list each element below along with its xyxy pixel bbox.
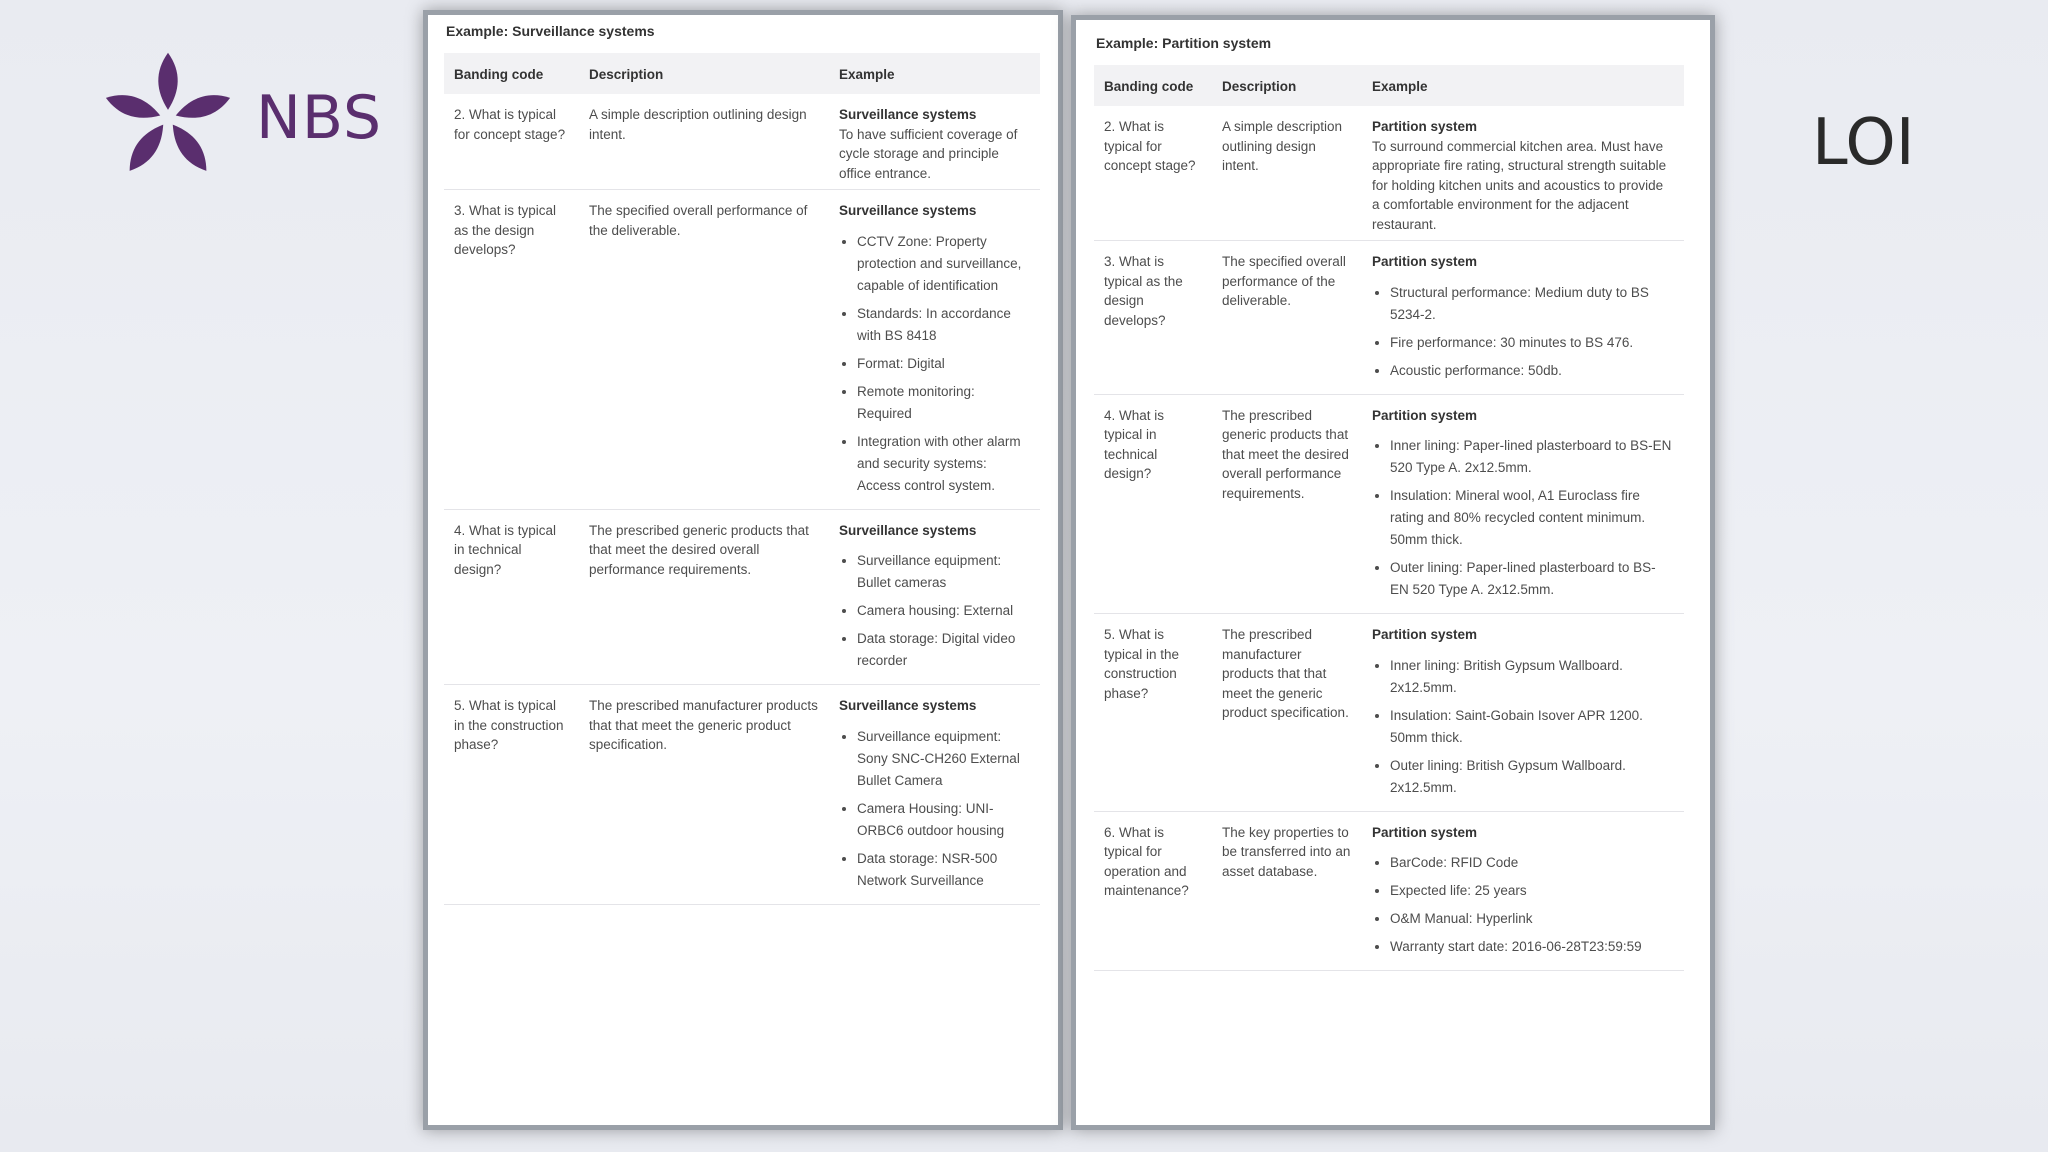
header-description: Description [1212, 65, 1362, 106]
table-row [1094, 241, 1684, 395]
example-title: Surveillance systems [839, 107, 977, 122]
example-bullet: • Fire performance: 30 minutes to BS 476. [1390, 332, 1674, 354]
table-row [444, 190, 1040, 510]
table-row [444, 685, 1040, 905]
example-bullet: • Data storage: Digital video recorder [857, 628, 1030, 672]
example-cell [1362, 394, 1684, 614]
example-cell [829, 509, 1040, 685]
description-cell: The key properties to be transferred into an asset database. [1212, 811, 1362, 971]
table-row [444, 509, 1040, 685]
banding-code-cell: 4. What is typical in technical design? [444, 509, 579, 685]
header-example: Example [829, 53, 1040, 94]
description-cell: The specified overall performance of the deliverable. [1212, 241, 1362, 395]
partition-document [1071, 15, 1715, 1130]
header-banding-code: Banding code [444, 53, 579, 94]
example-title: Partition system [1372, 824, 1478, 840]
example-bullet: • Warranty start date: 2016-06-28T23:59:59 [1390, 936, 1674, 958]
example-bullet: • Integration with other alarm and security systems: Access control system. [857, 431, 1030, 497]
example-cell [829, 685, 1040, 905]
example-bullet: • Surveillance equipment: Sony SNC-CH260 External Bullet Camera [857, 726, 1030, 792]
description-cell: The prescribed generic products that that meet the desired overall performance requirements. [1212, 394, 1362, 614]
example-text: To have sufficient coverage of cycle storage and principle office entrance. [839, 126, 1018, 181]
table-row [1094, 811, 1684, 971]
example-bullet: • Camera housing: External [857, 600, 1030, 622]
description-cell: The prescribed manufacturer products that that meet the generic product specification. [579, 685, 829, 905]
example-bullet-list [1372, 852, 1674, 958]
description-cell: The specified overall performance of the deliverable. [579, 190, 829, 510]
example-bullet: • Data storage: NSR-500 Network Surveillance [857, 848, 1030, 892]
example-title: Partition system [1372, 407, 1478, 423]
banding-code-cell: 5. What is typical in the construction phase? [1094, 614, 1212, 812]
example-title: Surveillance systems [839, 203, 977, 218]
example-title: Surveillance systems [839, 522, 977, 538]
example-text: To surround commercial kitchen area. Must have appropriate fire rating, structural strength suitable for holding kitchen units and acoustics to provide a comfortable environment for the adjacent restaurant. [1372, 138, 1667, 232]
example-cell [1362, 811, 1684, 971]
banding-table [1094, 65, 1684, 971]
example-bullet: • BarCode: RFID Code [1390, 852, 1674, 874]
nbs-star-icon [100, 50, 236, 186]
header-description: Description [579, 53, 829, 94]
example-bullet: • Inner lining: British Gypsum Wallboard. 2x12.5mm. [1390, 655, 1674, 699]
example-bullet-list [1372, 282, 1674, 382]
example-bullet: • Standards: In accordance with BS 8418 [857, 303, 1030, 347]
header-example: Example [1362, 65, 1684, 106]
table-header-row [444, 53, 1040, 94]
table-row [1094, 394, 1684, 614]
description-cell: The prescribed manufacturer products that that meet the generic product specification. [1212, 614, 1362, 812]
header-banding-code: Banding code [1094, 65, 1212, 106]
example-bullet: • CCTV Zone: Property protection and surveillance, capable of identification [857, 231, 1030, 297]
example-bullet: • Acoustic performance: 50db. [1390, 360, 1674, 382]
example-title: Partition system [1372, 627, 1478, 642]
example-bullet: • Inner lining: Paper-lined plasterboard to BS-EN 520 Type A. 2x12.5mm. [1390, 435, 1674, 479]
example-cell [1362, 241, 1684, 395]
table-row [1094, 106, 1684, 241]
surveillance-document [423, 10, 1063, 1130]
example-bullet: • Structural performance: Medium duty to BS 5234-2. [1390, 282, 1674, 326]
banding-table [444, 53, 1040, 905]
document-title: Example: Surveillance systems [446, 23, 655, 39]
example-bullet-list [1372, 655, 1674, 799]
slide-title: LOI [1812, 106, 1915, 180]
example-cell [829, 190, 1040, 510]
example-bullet: • O&M Manual: Hyperlink [1390, 908, 1674, 930]
description-cell: A simple description outlining design intent. [1212, 106, 1362, 241]
document-title: Example: Partition system [1096, 35, 1272, 51]
example-bullet: • Insulation: Mineral wool, A1 Euroclass fire rating and 80% recycled content minimum. 50mm thick. [1390, 485, 1674, 551]
example-bullet: • Outer lining: British Gypsum Wallboard. 2x12.5mm. [1390, 755, 1674, 799]
example-bullet: • Expected life: 25 years [1390, 880, 1674, 902]
table-row [1094, 614, 1684, 812]
table-header-row [1094, 65, 1684, 106]
example-bullet-list [839, 726, 1030, 892]
example-title: Surveillance systems [839, 698, 977, 713]
example-bullet: • Remote monitoring: Required [857, 381, 1030, 425]
example-bullet-list [839, 550, 1030, 672]
banding-code-cell: 3. What is typical as the design develops? [1094, 241, 1212, 395]
example-bullet: • Surveillance equipment: Bullet cameras [857, 550, 1030, 594]
description-cell: The prescribed generic products that that meet the desired overall performance requirements. [579, 509, 829, 685]
example-bullet: • Camera Housing: UNI-ORBC6 outdoor housing [857, 798, 1030, 842]
banding-code-cell: 6. What is typical for operation and maintenance? [1094, 811, 1212, 971]
nbs-logo [100, 50, 382, 186]
example-cell [829, 94, 1040, 190]
brand-name: NBS [256, 83, 383, 153]
description-cell: A simple description outlining design intent. [579, 94, 829, 190]
example-cell [1362, 614, 1684, 812]
example-bullet: • Outer lining: Paper-lined plasterboard to BS-EN 520 Type A. 2x12.5mm. [1390, 557, 1674, 601]
example-bullet: • Insulation: Saint-Gobain Isover APR 1200. 50mm thick. [1390, 705, 1674, 749]
banding-code-cell: 5. What is typical in the construction phase? [444, 685, 579, 905]
example-bullet-list [1372, 435, 1674, 601]
example-bullet: • Format: Digital [857, 353, 1030, 375]
table-row [444, 94, 1040, 190]
banding-code-cell: 2. What is typical for concept stage? [1094, 106, 1212, 241]
banding-code-cell: 3. What is typical as the design develops? [444, 190, 579, 510]
banding-code-cell: 4. What is typical in technical design? [1094, 394, 1212, 614]
example-bullet-list [839, 231, 1030, 497]
example-cell [1362, 106, 1684, 241]
example-title: Partition system [1372, 254, 1478, 269]
example-title: Partition system [1372, 119, 1478, 134]
banding-code-cell: 2. What is typical for concept stage? [444, 94, 579, 190]
